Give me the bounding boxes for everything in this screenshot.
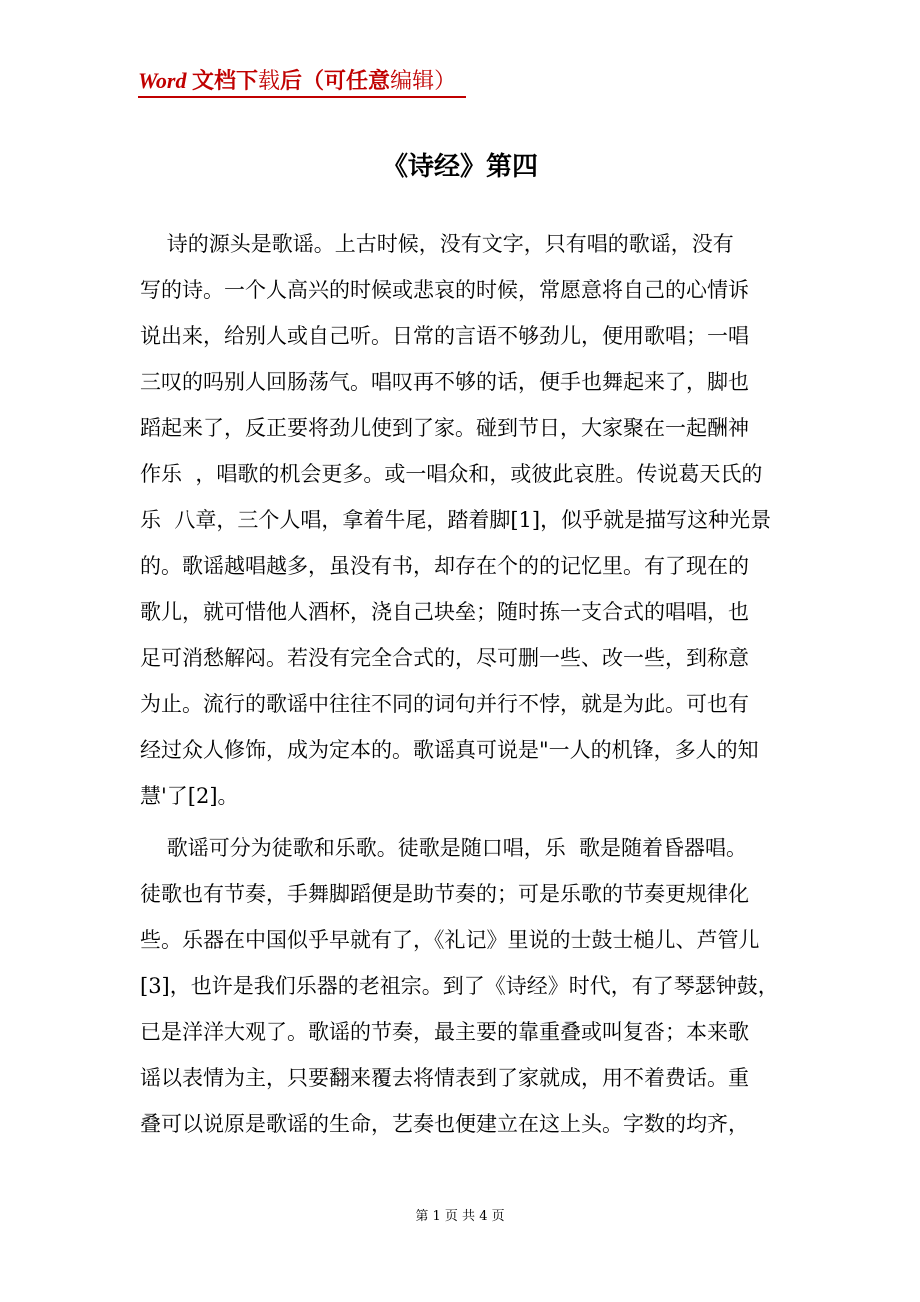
text-line: [3]，也许是我们乐器的老祖宗。到了《诗经》时代，有了琴瑟钟鼓， — [140, 974, 779, 998]
text-line: 的。歌谣越唱越多，虽没有书，却存在个的的记忆里。有了现在的 — [140, 554, 749, 578]
text-line: 歌儿，就可惜他人酒杯，浇自己块垒；随时拣一支合式的唱唱，也 — [140, 600, 749, 624]
paragraph-2 — [140, 832, 782, 1154]
paragraph-1 — [140, 228, 782, 826]
text-line: 歌谣可分为徒歌和乐歌。徒歌是随口唱，乐 歌是随着昏器唱。 — [140, 836, 748, 860]
header-text-bold: 文档下 — [186, 68, 259, 93]
text-line: 诗的源头是歌谣。上古时候，没有文字，只有唱的歌谣，没有 — [140, 232, 734, 256]
text-line: 谣以表情为主，只要翻来覆去将情表到了家就成，用不着费话。重 — [140, 1066, 749, 1090]
text-line: 作乐 ，唱歌的机会更多。或一唱众和，或彼此哀胜。传说葛天氏的 — [140, 462, 763, 486]
text-line: 慧'了[2]。 — [140, 784, 239, 808]
text-line: 为止。流行的歌谣中往往不同的词句并行不悖，就是为此。可也有 — [140, 692, 749, 716]
text-line: 些。乐器在中国似乎早就有了，《礼记》里说的士鼓士槌儿、芦管儿 — [140, 928, 760, 952]
text-line: 蹈起来了，反正要将劲儿使到了家。碰到节日，大家聚在一起酬神 — [140, 416, 749, 440]
document-header — [138, 66, 456, 96]
document-title: 《诗经》第四 — [381, 152, 538, 182]
text-line: 足可消愁解闷。若没有完全合式的，尽可删一些、改一些，到称意 — [140, 646, 749, 670]
document-body — [140, 228, 782, 1154]
header-text-editable: 可任意 — [324, 68, 391, 93]
header-text-zai: 载 — [258, 68, 281, 93]
header-underline — [138, 96, 466, 98]
text-line: 徒歌也有节奏，手舞脚蹈便是助节奏的；可是乐歌的节奏更规律化 — [140, 882, 749, 906]
header-text-close: ） — [434, 68, 457, 93]
text-line: 说出来，给别人或自己听。日常的言语不够劲儿，便用歌唱；一唱 — [140, 324, 749, 348]
header-text-edit: 编辑 — [390, 68, 435, 93]
text-line: 三叹的吗别人回肠荡气。唱叹再不够的话，便手也舞起来了，脚也 — [140, 370, 749, 394]
header-text-hou: 后（ — [280, 68, 325, 93]
header-word: Word — [138, 68, 187, 93]
text-line: 已是洋洋大观了。歌谣的节奏，最主要的靠重叠或叫复沓；本来歌 — [140, 1020, 749, 1044]
text-line: 叠可以说原是歌谣的生命，艺奏也便建立在这上头。字数的均齐， — [140, 1112, 749, 1136]
text-line: 乐 八章，三个人唱，拿着牛尾，踏着脚[1]，似乎就是描写这种光景 — [140, 508, 772, 532]
text-line: 经过众人修饰，成为定本的。歌谣真可说是"一人的机锋，多人的知 — [140, 738, 759, 762]
page-footer: 第 1 页 共 4 页 — [415, 1209, 505, 1224]
text-line: 写的诗。一个人高兴的时候或悲哀的时候，常愿意将自己的心情诉 — [140, 278, 749, 302]
